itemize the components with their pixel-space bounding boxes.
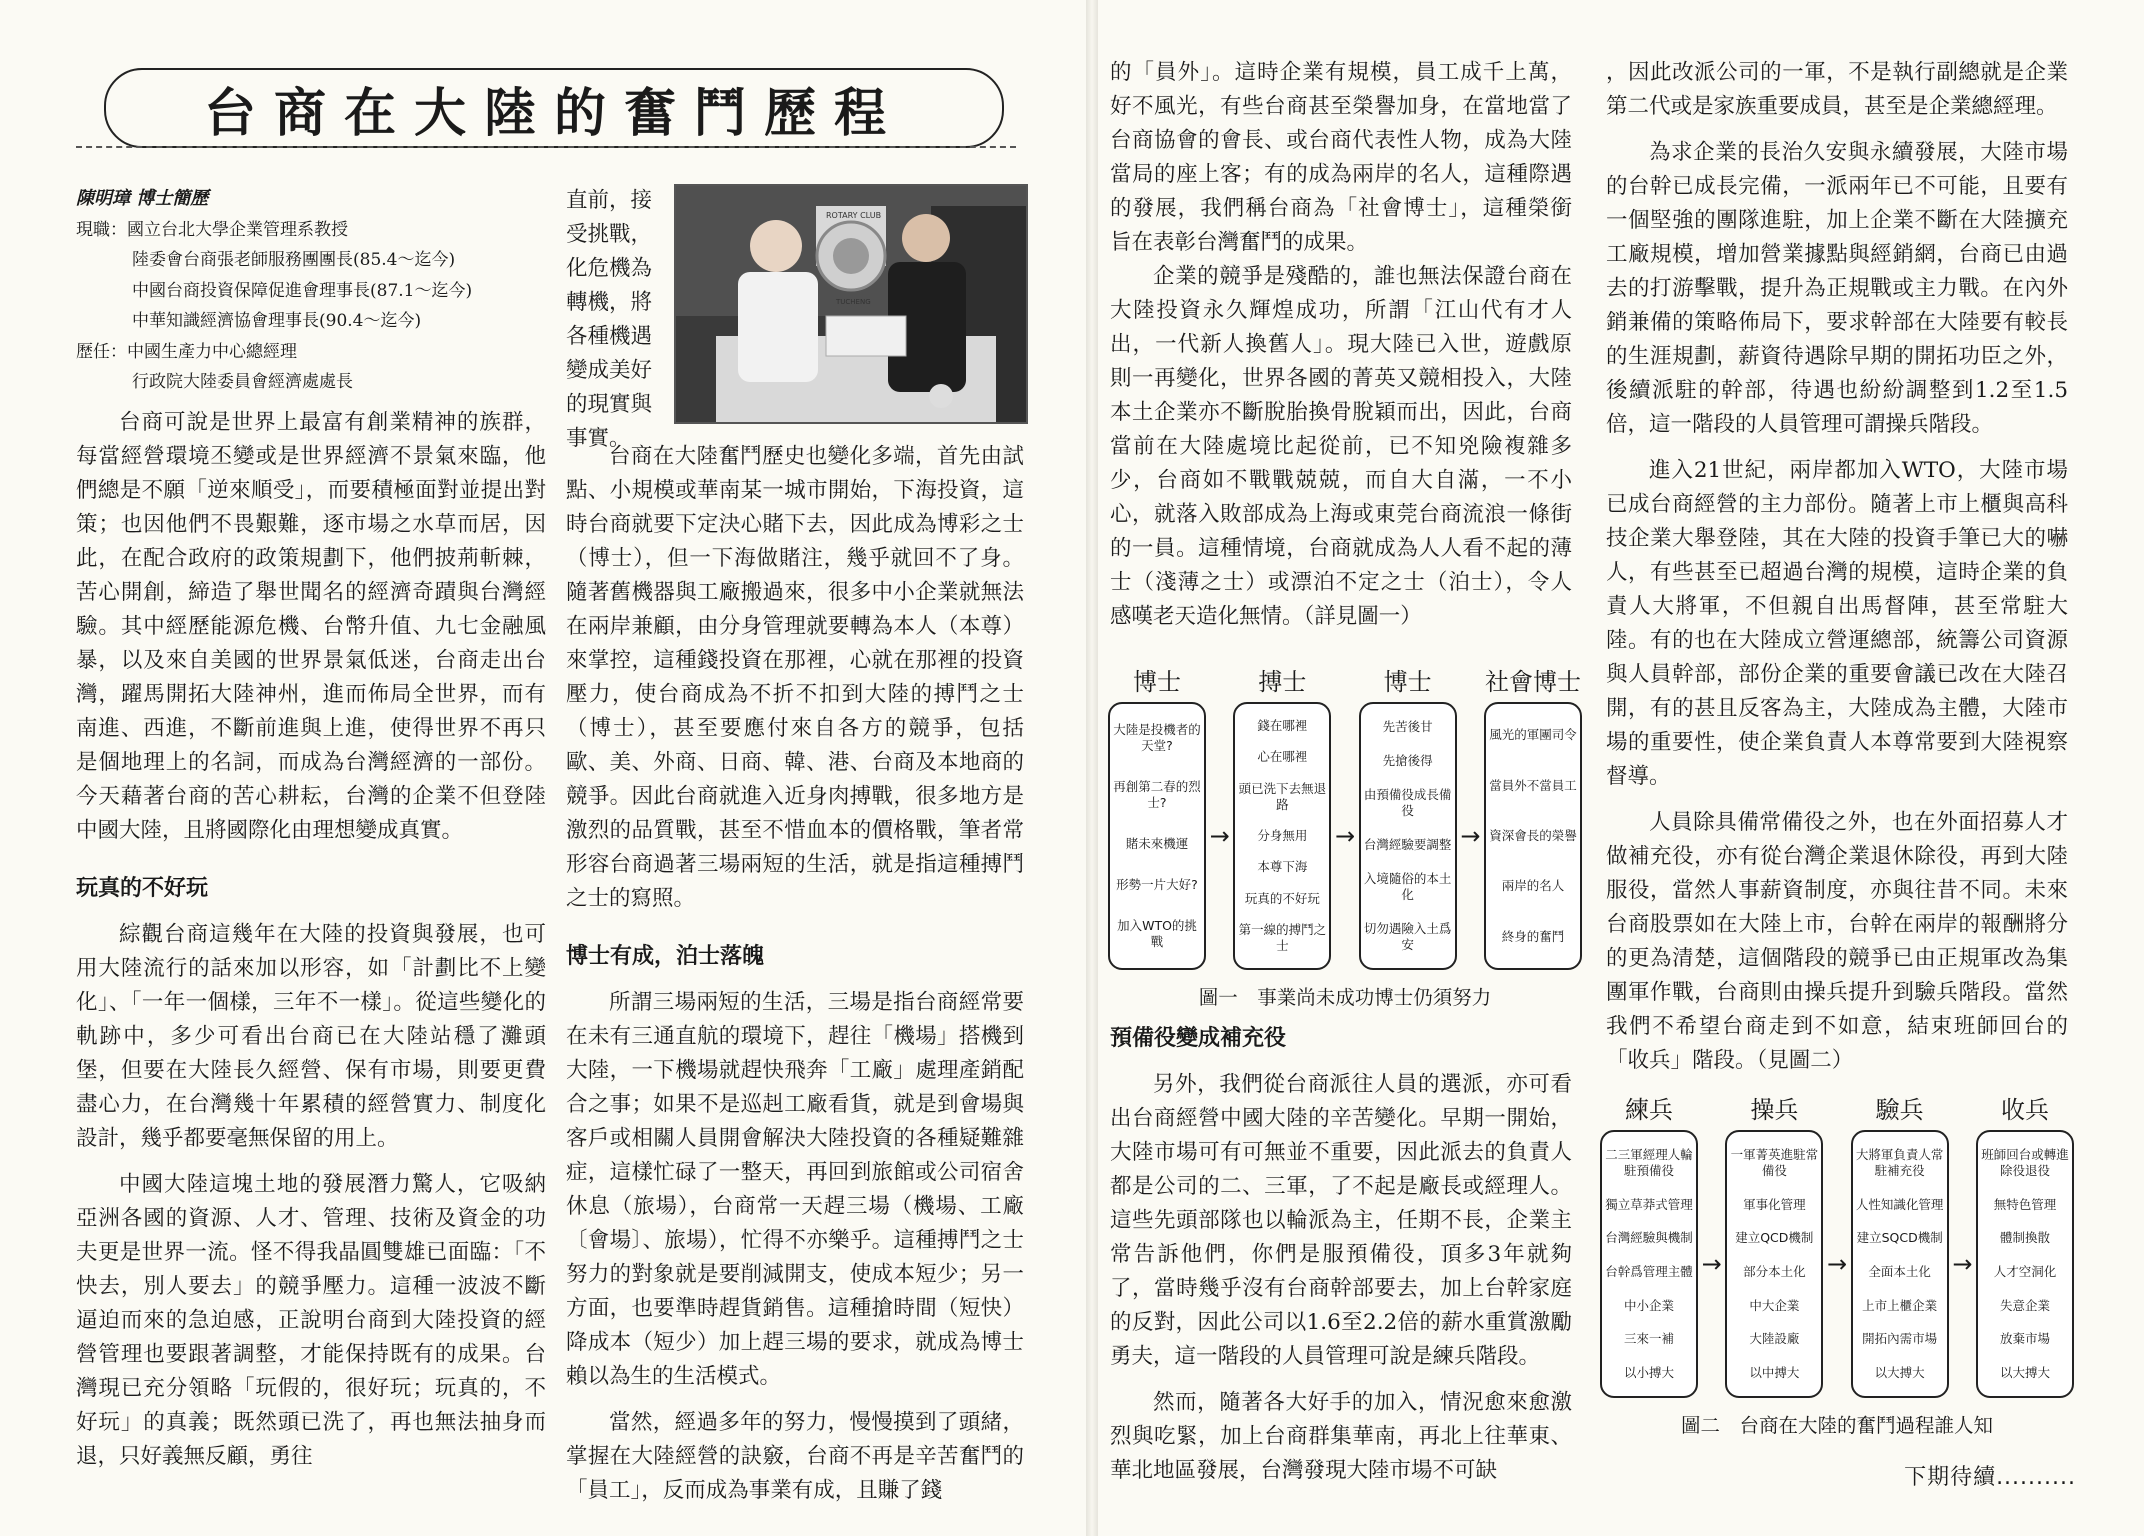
figure-stage-item: 第一線的搏鬥之士 <box>1238 922 1327 954</box>
figure-stage-item: 先搶後得 <box>1382 753 1433 768</box>
photo-wrap-text: 直前，接受挑戰，化危機為轉機，將各種機遇變成美好的現實與事實。 <box>566 188 653 451</box>
article-title-box <box>104 68 1004 148</box>
figure-stage-item: 賭未來機運 <box>1125 835 1189 851</box>
figure-stage-item: 中小企業 <box>1623 1297 1674 1313</box>
figure-stage-box <box>1851 1130 1949 1398</box>
section-heading: 博士有成，泊士落魄 <box>566 944 765 969</box>
figure-stage-box <box>1233 702 1331 970</box>
flow-arrow-icon: → <box>1209 822 1230 850</box>
bio-line: 歷任：中國生產力中心總經理 <box>76 341 297 362</box>
paragraph: 人員除具備常備役之外，也在外面招募人才做補充役，亦有從台灣企業退休除役，再到大陸服役，當然人事薪資制度，亦與往昔不同。未來台商股票如在大陸上市，台幹在兩岸的報酬將分的更為清楚，這個階段的競爭已由正規軍改為集團軍作戰，台商則由操兵提升到驗兵階段。當然我們不希望台商走到不如意，結束班師回台的「收兵」階段。（見圖二） <box>1606 810 2068 1073</box>
paragraph: 為求企業的長治久安與永續發展，大陸市場的台幹已成長完備，一派兩年已不可能，且要有一個堅強的團隊進駐，加上企業不斷在大陸擴充工廠規模，增加營業據點與經銷網，台商已由過去的打游擊戰，提升為正規戰或主力戰。在內外銷兼備的策略佈局下，要求幹部在大陸要有較長的生涯規劃，薪資待遇除早期的開拓功臣之外，後續派駐的幹部，待遇也紛紛調整到1.2至1.5倍，這一階段的人員管理可謂操兵階段。 <box>1606 140 2068 437</box>
flow-arrow-icon: → <box>1827 1250 1848 1278</box>
figure-stage-item: 一軍菁英進駐常備役 <box>1730 1146 1819 1178</box>
paragraph: 中國大陸這塊土地的發展潛力驚人，它吸納亞洲各國的資源、人才、管理、技術及資金的功夫更是世界一流。怪不得我晶圓雙雄已面臨：「不快去，別人要去」的競爭壓力。這種一波波不斷逼迫而來的急迫感，正說明台商到大陸投資的經營管理也要跟著調整，才能保持既有的成果。台灣現已充分領略「玩假的，很好玩；玩真的，不好玩」的真義；既然頭已洗了，再也無法抽身而退，只好義無反顧，勇往 <box>76 1172 546 1469</box>
figure-stage-item: 錢在哪裡 <box>1257 717 1308 733</box>
figure-stage-item: 本尊下海 <box>1257 859 1308 875</box>
figure-stage-item: 形勢一片大好? <box>1116 876 1198 892</box>
figure-column-header: 操兵 <box>1750 1096 1799 1124</box>
figure-stage-item: 放棄市場 <box>1999 1331 2050 1347</box>
article-title: 台商在大陸的奮鬥歷程 <box>203 82 904 144</box>
figure-stage-item: 上市上櫃企業 <box>1862 1297 1938 1313</box>
figure-stage-item: 建立QCD機制 <box>1735 1230 1814 1246</box>
flow-arrow-icon: → <box>1460 822 1481 850</box>
paragraph: 當然，經過多年的努力，慢慢摸到了頭緒，掌握在大陸經營的訣竅，台商不再是辛苦奮鬥的「員工」，反而成為事業有成，且賺了錢 <box>566 1410 1024 1503</box>
paragraph: ，因此改派公司的一軍，不是執行副總就是企業第二代或是家族重要成員，甚至是企業總經理。 <box>1606 60 2068 119</box>
figure-stage-item: 心在哪裡 <box>1257 749 1308 765</box>
figure-stage-item: 人性知識化管理 <box>1855 1196 1944 1212</box>
column-3 <box>1110 56 1572 634</box>
author-bio <box>76 184 546 398</box>
bio-line: 中國台商投資保障促進會理事長(87.1～迄今) <box>132 280 473 301</box>
figure-stage-item: 台灣經驗與機制 <box>1605 1230 1693 1246</box>
bio-line: 陸委會台商張老師服務團團長(85.4～迄今) <box>132 250 456 270</box>
figure-stage-item: 班師回台或轉進除役退役 <box>1981 1146 2069 1178</box>
column-3-lower <box>1110 1018 1572 1488</box>
bio-name: 陳明璋 博士簡歷 <box>76 188 209 209</box>
bio-line: 現職：國立台北大學企業管理系教授 <box>76 219 348 240</box>
photo-illustration <box>676 186 1026 422</box>
figure-stage-item: 以小搏大 <box>1623 1365 1674 1381</box>
figure-stage-item: 無特色管理 <box>1993 1196 2057 1212</box>
figure-stage-item: 體制換散 <box>1999 1230 2050 1246</box>
figure-stage-item: 大陸是投機者的天堂? <box>1113 722 1201 754</box>
figure-stage-item: 中大企業 <box>1749 1297 1800 1313</box>
figure-stage-item: 以大搏大 <box>1874 1365 1925 1381</box>
figure-stage-item: 軍事化管理 <box>1743 1196 1806 1212</box>
figure-caption: 圖一 事業尚未成功博士仍須努力 <box>1198 986 1492 1009</box>
figure-stage-item: 大將軍負責人常駐補充役 <box>1855 1146 1944 1178</box>
paragraph: 進入21世紀，兩岸都加入WTO，大陸市場已成台商經營的主力部份。隨著上市上櫃與高科技企業大舉登陸，其在大陸的投資手筆已大的嚇人，有些甚至已超過台灣的規模，這時企業的負責人大將軍，不但親自出馬督陣，甚至常駐大陸。有的也在大陸成立營運總部，統籌公司資源與人員幹部，部份企業的重要會議已改在大陸召開，有的甚且反客為主，大陸成為主體，大陸市場的重要性，使企業負責人本尊常要到大陸視察督導。 <box>1606 458 2068 789</box>
paragraph: 台商在大陸奮鬥歷史也變化多端，首先由試點、小規模或華南某一城市開始，下海投資，這時台商就要下定決心賭下去，因此成為博彩之士（博士），但一下海做賭注，幾乎就回不了身。隨著舊機器與工廠搬過來，很多中小企業就無法在兩岸兼顧，由分身管理就要轉為本人（本尊）來掌控，這種錢投資在那裡，心就在那裡的投資壓力，使台商成為不折不扣到大陸的搏鬥之士（博士），甚至要應付來自各方的競爭，包括歐、美、外商、日商、韓、港、台商及本地商的競爭。因此台商就進入近身肉搏戰，很多地方是激烈的品質戰，甚至不惜血本的價格戰，筆者常形容台商過著三場兩短的生活，就是指這種搏鬥之士的寫照。 <box>566 444 1024 911</box>
figure-stage-box <box>1359 702 1457 970</box>
figure-column-header: 搏士 <box>1258 668 1307 696</box>
figure-stage-item: 加入WTO的挑戰 <box>1117 917 1197 949</box>
figure-column-header: 收兵 <box>2001 1096 2049 1124</box>
paragraph: 台商可說是世界上最富有創業精神的族群，每當經營環境丕變或是世界經濟不景氣來臨，他們總是不願「逆來順受」，而要積極面對並提出對策；也因他們不畏艱難，逐市場之水草而居，因此，在配合政府的政策規劃下，他們披荊斬棘，苦心開創，締造了舉世聞名的經濟奇蹟與台灣經驗。其中經歷能源危機、台幣升值、九七金融風暴，以及來自美國的世界景氣低迷，台商走出台灣，躍馬開拓大陸神州，進而佈局全世界，而有南進、西進，不斷前進與上進，使得世界不再只是個地理上的名詞，而成為台灣經濟的一部份。今天藉著台商的苦心耕耘，台灣的企業不但登陸中國大陸，且將國際化由理想變成真實。 <box>76 410 546 843</box>
figure-stage-item: 獨立草莽式管理 <box>1605 1196 1693 1212</box>
paragraph: 企業的競爭是殘酷的，誰也無法保證台商在大陸投資永久輝煌成功，所謂「江山代有才人出，一代新人換舊人」。現大陸已入世，遊戲原則一再變化，世界各國的菁英又競相投入，大陸本土企業亦不斷脫胎換骨脫穎而出，因此，台商當前在大陸處境比起從前，已不知兇險複雜多少，台商如不戰戰兢兢，而自大自滿，一不小心，就落入敗部成為上海或東莞台商流浪一條街的一員。這種情境，台商就成為人人看不起的薄士（淺薄之士）或漂泊不定之士（泊士），令人感嘆老天造化無情。（詳見圖一） <box>1110 264 1572 629</box>
figure-2 <box>1600 1090 2074 1438</box>
figure-stage-item: 大陸設廠 <box>1749 1331 1800 1347</box>
figure-stage-item: 失意企業 <box>1999 1297 2050 1313</box>
paragraph: 的「員外」。這時企業有規模，員工成千上萬，好不風光，有些台商甚至榮譽加身，在當地當了台商協會的會長、或台商代表性人物，成為大陸當局的座上客；有的成為兩岸的名人，這種際遇的發展，我們稱台商為「社會博士」，這種榮銜旨在表彰台灣奮鬥的成果。 <box>1110 60 1572 255</box>
figure-stage-item: 資深會長的榮譽 <box>1489 827 1577 843</box>
flow-arrow-icon: → <box>1952 1250 1973 1278</box>
figure-stage-item: 人才空洞化 <box>1993 1263 2057 1279</box>
column-2 <box>566 440 1024 1508</box>
paragraph: 然而，隨著各大好手的加入，情況愈來愈激烈與吃緊，加上台商群集華南，再北上往華東、華北地區發展，台灣發現大陸市場不可缺 <box>1110 1390 1572 1483</box>
paragraph: 所謂三場兩短的生活，三場是指台商經常要在未有三通直航的環境下，趕往「機場」搭機到大陸，一下機場就趕快飛奔「工廠」處理產銷配合之事；如果不是巡赳工廠看貨，就是到會場與客戶或相關人員開會解決大陸投資的各種疑難雜症，這樣忙碌了一整天，再回到旅館或公司宿舍休息（旅場），台商常一天趕三場（機場、工廠〔會場〕、旅場），忙得不亦樂乎。這種搏鬥之士努力的對象就是要削減開支，使成本短少；另一方面，也要準時趕貨銷售。這種搶時間（短快）降成本（短少）加上趕三場的要求，就成為博士賴以為生的生活模式。 <box>566 990 1024 1389</box>
figure-stage-item: 建立SQCD機制 <box>1856 1230 1943 1246</box>
bio-line: 行政院大陸委員會經濟處處長 <box>132 372 353 392</box>
section-heading: 玩真的不好玩 <box>76 876 209 901</box>
figure-stage-item: 再創第二春的烈士? <box>1113 779 1201 811</box>
figure-stage-box <box>1108 702 1206 970</box>
figure-column-header: 博士 <box>1383 668 1432 696</box>
author-photo <box>674 184 1028 424</box>
figure-stage-item: 入境隨俗的本土化 <box>1363 871 1452 902</box>
page-gutter <box>1086 0 1098 1536</box>
club-sign-subtext: TUCHENG <box>836 298 871 306</box>
figure-stage-item: 風光的軍團司令 <box>1489 727 1577 743</box>
figure-stage-item: 兩岸的名人 <box>1501 878 1565 894</box>
section-heading: 預備役變成補充役 <box>1110 1026 1287 1051</box>
figure-stage-item: 切勿遇險入土爲安 <box>1363 921 1452 952</box>
figure-stage-item: 開拓內需市場 <box>1862 1331 1938 1347</box>
figure-stage-item: 由預備役成長備役 <box>1363 787 1452 818</box>
figure-stage-item: 以中搏大 <box>1749 1365 1800 1381</box>
flow-arrow-icon: → <box>1335 822 1356 850</box>
figure-stage-box <box>1484 702 1582 970</box>
column-1 <box>76 406 546 1474</box>
figure-column-header: 練兵 <box>1625 1096 1673 1124</box>
title-divider <box>76 146 1016 148</box>
figure-stage-item: 終身的奮鬥 <box>1501 928 1565 944</box>
figure-stage-box <box>1976 1130 2074 1398</box>
figure-stage-box <box>1725 1130 1823 1398</box>
figure-stage-item: 當員外不當員工 <box>1489 777 1577 793</box>
paragraph: 另外，我們從台商派往人員的選派，亦可看出台商經營中國大陸的辛苦變化。早期一開始，大陸市場可有可無並不重要，因此派去的負責人都是公司的二、三軍，了不起是廠長或經理人。這些先頭部隊也以輪派為主，任期不長，企業主常告訴他們，你們是服預備役，頂多3年就夠了，當時幾乎沒有台商幹部要去，加上台幹家庭的反對，因此公司以1.6至2.2倍的薪水重賞激勵勇夫，這一階段的人員管理可說是練兵階段。 <box>1110 1072 1572 1369</box>
figure-column-header: 驗兵 <box>1875 1096 1924 1124</box>
figure-column-header: 博士 <box>1133 668 1181 696</box>
figure-stage-item: 分身無用 <box>1257 827 1308 843</box>
figure-stage-item: 台幹爲管理主體 <box>1605 1263 1693 1279</box>
flow-arrow-icon: → <box>1701 1250 1722 1278</box>
figure-column-header: 社會博士 <box>1485 668 1581 696</box>
figure-stage-item: 部分本土化 <box>1743 1263 1806 1279</box>
figure-stage-item: 玩真的不好玩 <box>1244 890 1320 906</box>
to-be-continued: 下期待續.......... <box>1904 1465 2076 1490</box>
figure-stage-box <box>1600 1130 1698 1398</box>
figure-stage-item: 二三軍經理人輪駐預備役 <box>1605 1146 1693 1178</box>
column-4 <box>1606 56 2068 1078</box>
bio-line: 中華知識經濟協會理事長(90.4～迄今) <box>132 311 422 331</box>
figure-caption: 圖二 台商在大陸的奮鬥過程誰人知 <box>1680 1414 1993 1437</box>
figure-stage-item: 先苦後甘 <box>1382 719 1433 734</box>
figure-stage-item: 以大搏大 <box>1999 1365 2050 1381</box>
figure-1 <box>1108 662 1582 1010</box>
figure-stage-item: 台灣經驗要調整 <box>1363 837 1452 852</box>
figure-stage-item: 頭已洗下去無退路 <box>1238 780 1327 812</box>
figure-stage-item: 三來一補 <box>1623 1331 1674 1347</box>
paragraph: 綜觀台商這幾年在大陸的投資與發展，也可用大陸流行的話來加以形容，如「計劃比不上變化」、「一年一個樣，三年不一樣」。從這些變化的軌跡中，多少可看出台商已在大陸站穩了灘頭堡，但要在大陸長久經營、保有市場，則要更費盡心力，在台灣幾十年累積的經營實力、制度化設計，幾乎都要毫無保留的用上。 <box>76 922 546 1151</box>
club-sign-text: ROTARY CLUB <box>826 211 882 220</box>
figure-stage-item: 全面本土化 <box>1868 1263 1931 1279</box>
